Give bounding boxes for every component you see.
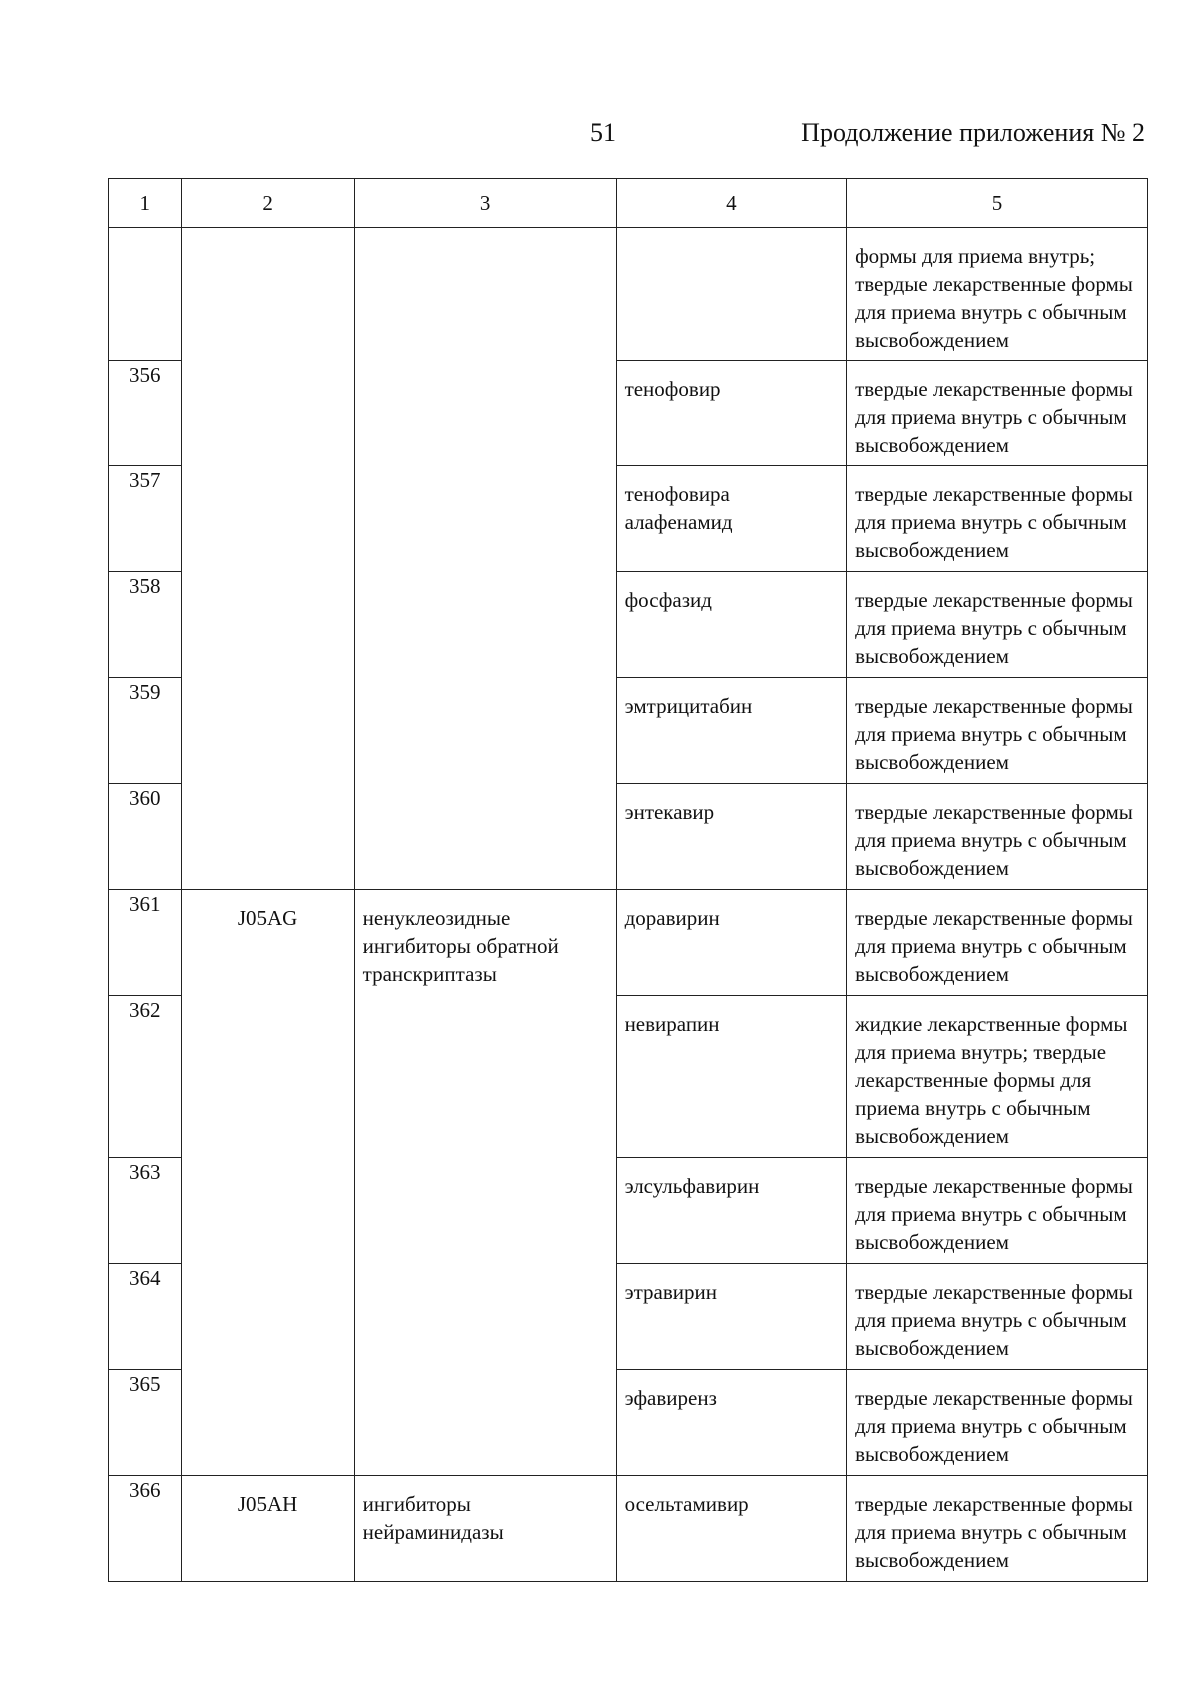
row-number (109, 228, 182, 361)
table-row (109, 1476, 1148, 1582)
table-row (109, 890, 1148, 996)
atc-code-cell (181, 1476, 354, 1582)
drug-name: фосфазид (624, 588, 712, 612)
drug-name: этравирин (624, 1280, 717, 1304)
atc-code: J05AH (237, 1492, 298, 1516)
drug-name: эмтрицитабин (624, 694, 753, 718)
form-cell (847, 1264, 1148, 1370)
column-header: 3 (354, 179, 616, 228)
drug-cell (616, 361, 847, 466)
group-name: ненуклеозидные ингибиторы обратной транскриптазы (362, 906, 559, 986)
drug-name: доравирин (624, 906, 720, 930)
dosage-form: твердые лекарственные формы для приема внутрь с обычным высвобождением (855, 906, 1133, 986)
group-name-cell (354, 1476, 616, 1582)
row-number: 358 (109, 572, 182, 678)
atc-code-cell (181, 890, 354, 1476)
form-cell (847, 228, 1148, 361)
drug-name: тенофовира алафенамид (624, 482, 733, 534)
drug-name: тенофовир (624, 377, 721, 401)
form-cell (847, 361, 1148, 466)
column-header: 1 (109, 179, 182, 228)
column-header: 5 (847, 179, 1148, 228)
row-number: 365 (109, 1370, 182, 1476)
group-name-cell (354, 228, 616, 890)
dosage-form: твердые лекарственные формы для приема внутрь с обычным высвобождением (855, 588, 1133, 668)
dosage-form: твердые лекарственные формы для приема внутрь с обычным высвобождением (855, 377, 1133, 457)
drug-cell (616, 1476, 847, 1582)
table-row (109, 228, 1148, 361)
form-cell (847, 466, 1148, 572)
drug-name: невирапин (624, 1012, 720, 1036)
dosage-form: твердые лекарственные формы для приема внутрь с обычным высвобождением (855, 694, 1133, 774)
row-number: 357 (109, 466, 182, 572)
drug-cell (616, 996, 847, 1158)
atc-code (190, 228, 346, 242)
form-cell (847, 890, 1148, 996)
drug-name (625, 228, 839, 242)
drug-cell (616, 466, 847, 572)
drug-name: энтекавир (624, 800, 715, 824)
atc-code: J05AG (237, 906, 298, 930)
drug-table (108, 178, 1148, 1582)
drug-cell (616, 1264, 847, 1370)
form-cell (847, 996, 1148, 1158)
drug-cell (616, 784, 847, 890)
dosage-form: жидкие лекарственные формы для приема внутрь; твердые лекарственные формы для приема внутрь с обычным высвобождением (855, 1012, 1128, 1148)
drug-cell (616, 572, 847, 678)
form-cell (847, 784, 1148, 890)
drug-name: эфавиренз (624, 1386, 717, 1410)
table-header-row (109, 179, 1148, 228)
group-name: ингибиторы нейраминидазы (362, 1492, 504, 1544)
drug-name: осельтамивир (624, 1492, 749, 1516)
row-number: 362 (109, 996, 182, 1158)
row-number: 364 (109, 1264, 182, 1370)
page-caption: Продолжение приложения № 2 (801, 118, 1145, 147)
dosage-form: формы для приема внутрь; твердые лекарственные формы для приема внутрь с обычным высвобождением (855, 244, 1133, 352)
drug-name: элсульфавирин (624, 1174, 760, 1198)
atc-code-cell (181, 228, 354, 890)
group-name (363, 228, 608, 242)
row-number: 356 (109, 361, 182, 466)
dosage-form: твердые лекарственные формы для приема внутрь с обычным высвобождением (855, 1174, 1133, 1254)
dosage-form: твердые лекарственные формы для приема внутрь с обычным высвобождением (855, 1386, 1133, 1466)
drug-cell (616, 1158, 847, 1264)
dosage-form: твердые лекарственные формы для приема внутрь с обычным высвобождением (855, 1492, 1133, 1572)
dosage-form: твердые лекарственные формы для приема внутрь с обычным высвобождением (855, 1280, 1133, 1360)
drug-cell (616, 228, 847, 361)
row-number: 363 (109, 1158, 182, 1264)
form-cell (847, 1476, 1148, 1582)
page-number: 51 (590, 118, 616, 147)
column-header: 4 (616, 179, 847, 228)
form-cell (847, 572, 1148, 678)
row-number: 359 (109, 678, 182, 784)
dosage-form: твердые лекарственные формы для приема внутрь с обычным высвобождением (855, 800, 1133, 880)
drug-cell (616, 678, 847, 784)
drug-cell (616, 1370, 847, 1476)
form-cell (847, 678, 1148, 784)
dosage-form: твердые лекарственные формы для приема внутрь с обычным высвобождением (855, 482, 1133, 562)
form-cell (847, 1158, 1148, 1264)
row-number: 361 (109, 890, 182, 996)
row-number: 360 (109, 784, 182, 890)
row-number: 366 (109, 1476, 182, 1582)
form-cell (847, 1370, 1148, 1476)
group-name-cell (354, 890, 616, 1476)
column-header: 2 (181, 179, 354, 228)
drug-cell (616, 890, 847, 996)
